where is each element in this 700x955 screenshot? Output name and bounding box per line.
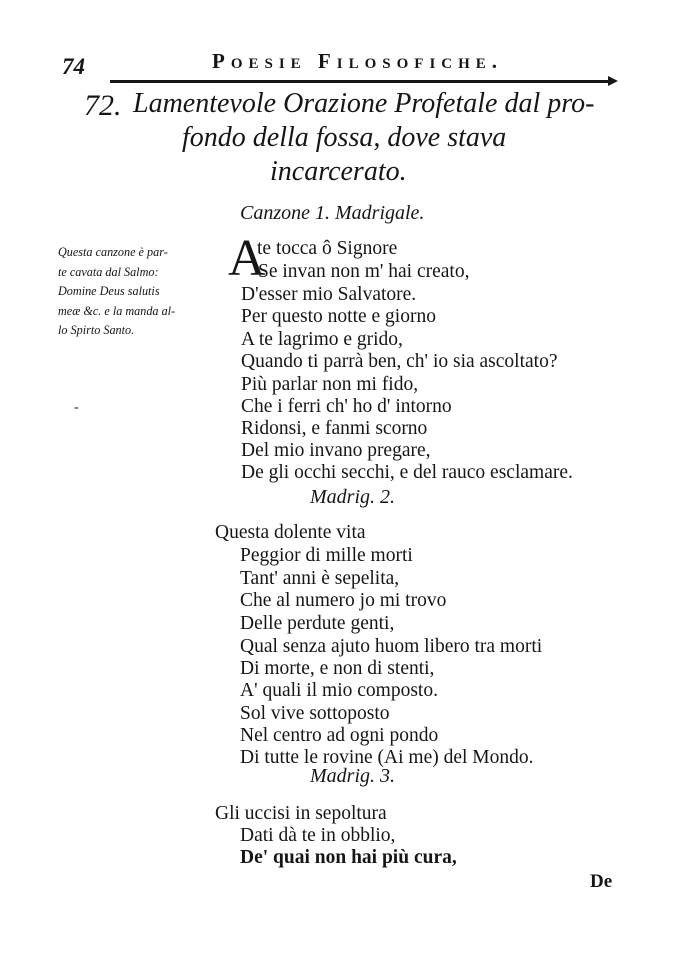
- marginal-note-line: Questa canzone è par-: [58, 245, 168, 259]
- margin-dash-mark: -: [74, 400, 79, 415]
- marginal-note-line: meæ &c. e la manda al-: [58, 303, 176, 318]
- verse-line: De gli occhi secchi, e del rauco esclamare.: [241, 462, 573, 483]
- section-heading-canzone: Canzone 1. Madrigale.: [240, 202, 425, 224]
- page-number: 74: [62, 54, 85, 79]
- poem-number: 72.: [84, 89, 122, 122]
- verse-line: Sol vive sottoposto: [240, 703, 390, 724]
- verse-line: Che i ferri ch' ho d' intorno: [241, 396, 452, 417]
- verse-line: Peggior di mille morti: [240, 545, 413, 566]
- section-heading-madrigal-2: Madrig. 2.: [310, 486, 395, 508]
- verse-line: De' quai non hai più cura,: [240, 847, 457, 868]
- verse-line: Più parlar non mi fido,: [241, 374, 419, 395]
- catchword: De: [590, 871, 613, 892]
- header-rule: [110, 80, 608, 83]
- verse-line: Di tutte le rovine (Ai me) del Mondo.: [240, 747, 534, 768]
- verse-line: A te lagrimo e grido,: [241, 329, 403, 350]
- verse-line: Tant' anni è sepelita,: [240, 568, 400, 589]
- verse-line: Di morte, e non di stenti,: [240, 658, 435, 679]
- verse-line: D'esser mio Salvatore.: [241, 284, 417, 305]
- verse-line: Ridonsi, e fanmi scorno: [241, 418, 428, 439]
- marginal-note-line: lo Spirto Santo.: [58, 323, 135, 337]
- verse-line: Delle perdute genti,: [240, 613, 395, 634]
- marginal-note-line: te cavata dal Salmo:: [58, 264, 159, 279]
- verse-line: Gli uccisi in sepoltura: [215, 803, 387, 824]
- verse-line: Questa dolente vita: [215, 522, 366, 543]
- verse-line: Per questo notte e giorno: [241, 306, 436, 327]
- poem-title-line: Lamentevole Orazione Profetale dal pro-: [133, 88, 595, 119]
- verse-line: Qual senza ajuto huom libero tra morti: [240, 636, 543, 657]
- section-heading-madrigal-3: Madrig. 3.: [310, 765, 395, 787]
- verse-line: Quando ti parrà ben, ch' io sia ascoltato?: [241, 351, 558, 372]
- verse-line: te tocca ô Signore: [257, 238, 398, 259]
- verse-line: Dati dà te in obblio,: [240, 825, 396, 846]
- verse-line: Che al numero jo mi trovo: [240, 590, 447, 611]
- poem-title-line: fondo della fossa, dove stava: [182, 122, 507, 153]
- poem-title-line: incarcerato.: [270, 156, 407, 187]
- drop-cap: A: [228, 230, 266, 287]
- verse-line: Del mio invano pregare,: [241, 440, 431, 461]
- marginal-note-line: Domine Deus salutis: [58, 284, 160, 298]
- marginal-note: [58, 243, 220, 341]
- verse-line: Se invan non m' hai creato,: [258, 261, 470, 282]
- running-title: Poesie Filosofiche.: [212, 49, 504, 73]
- verse-line: Nel centro ad ogni pondo: [240, 725, 439, 746]
- verse-line: A' quali il mio composto.: [240, 680, 438, 701]
